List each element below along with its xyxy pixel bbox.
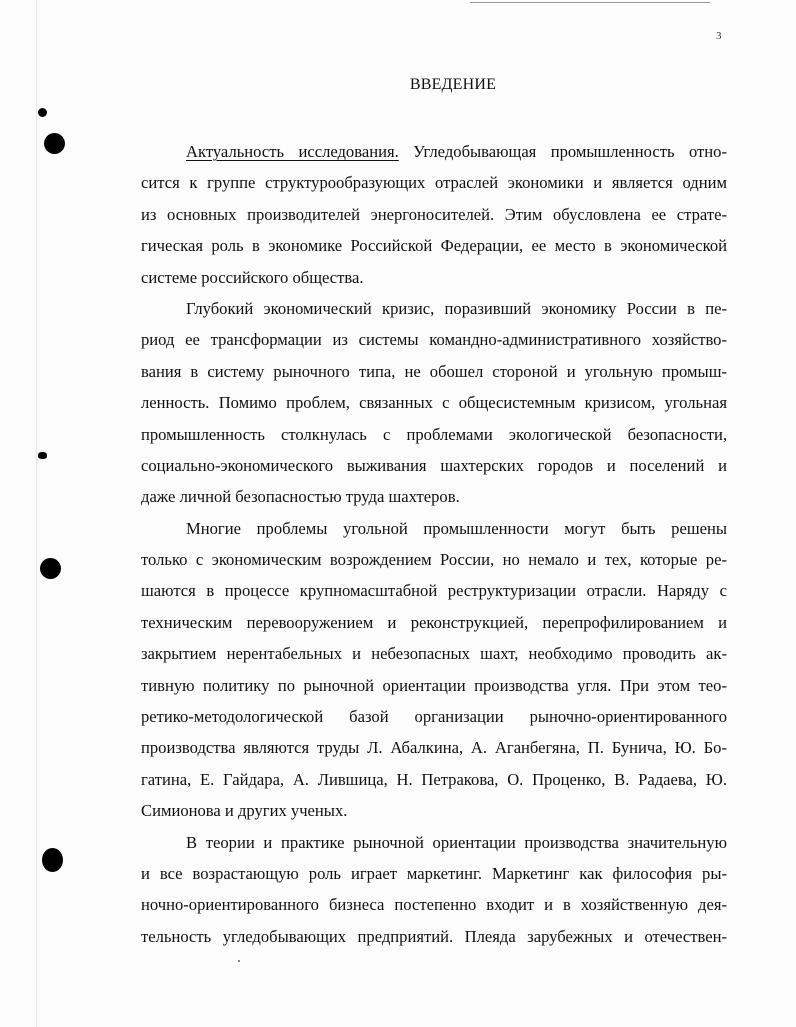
text-line: из основных производителей энергоносителей. Этим обусловлена ее страте- (141, 204, 727, 224)
text-line: шаются в процессе крупномасштабной реструктуризации отрасли. Наряду с (141, 581, 727, 601)
page-number: 3 (716, 30, 722, 42)
text-line: риод ее трансформации из системы командно-административного хозяйство- (141, 330, 727, 350)
text-line: тивную политику по рыночной ориентации производства угля. При этом тео- (141, 675, 727, 695)
binder-hole (44, 133, 65, 154)
scan-speck (238, 960, 240, 962)
text-line: Многие проблемы угольной промышленности могут быть решены (186, 518, 727, 538)
text-line: даже личной безопасностью труда шахтеров. (141, 487, 460, 507)
binder-hole-mark (38, 452, 47, 459)
text-line: социально-экономического выживания шахтерских городов и поселений и (141, 455, 727, 475)
text-line: гатина, Е. Гайдара, А. Лившица, Н. Петракова, О. Проценко, В. Радаева, Ю. (141, 769, 727, 789)
lead-phrase: Актуальность исследования. (186, 142, 399, 161)
text-line: системе российского общества. (141, 267, 364, 287)
text-line: ретико-методологической базой организации рыночно-ориентированного (141, 707, 727, 727)
page-title: ВВЕДЕНИЕ (409, 76, 497, 93)
text-line: ленность. Помимо проблем, связанных с общесистемным кризисом, угольная (141, 393, 727, 413)
text-line: только с экономическим возрождением России, но немало и тех, которые ре- (141, 550, 727, 570)
binder-hole (40, 558, 61, 579)
text-line: гическая роль в экономике Российской Федерации, ее место в экономической (141, 236, 727, 256)
text-line: Актуальность исследования. Угледобывающая промышленность отно- (186, 142, 727, 161)
binder-hole (42, 848, 63, 872)
body-text (141, 136, 727, 952)
text-line: вания в систему рыночного типа, не обошел стороной и угольную промыш- (141, 361, 727, 381)
binder-hole-mark (38, 108, 47, 117)
text-line: сится к группе структурообразующих отраслей экономики и является одним (141, 173, 727, 193)
scan-edge-line (470, 2, 710, 3)
text-line: ночно-ориентированного бизнеса постепенно входит и в хозяйственную дея- (141, 895, 727, 915)
scan-margin-line (36, 0, 37, 1027)
text-line: Глубокий экономический кризис, поразивший экономику России в пе- (186, 298, 727, 318)
text-line: производства являются труды Л. Абалкина, А. Аганбегяна, П. Бунича, Ю. Бо- (141, 738, 727, 758)
text-line: промышленность столкнулась с проблемами экологической безопасности, (141, 424, 727, 444)
text-line: техническим перевооружением и реконструкцией, перепрофилированием и (141, 612, 727, 632)
text-line: тельность угледобывающих предприятий. Плеяда зарубежных и отечествен- (141, 926, 727, 946)
text-line: закрытием нерентабельных и небезопасных шахт, необходимо проводить ак- (141, 644, 727, 664)
text-line: В теории и практике рыночной ориентации производства значительную (186, 832, 727, 852)
text-line: и все возрастающую роль играет маркетинг. Маркетинг как философия ры- (141, 863, 727, 883)
text-line: Симионова и других ученых. (141, 801, 348, 821)
